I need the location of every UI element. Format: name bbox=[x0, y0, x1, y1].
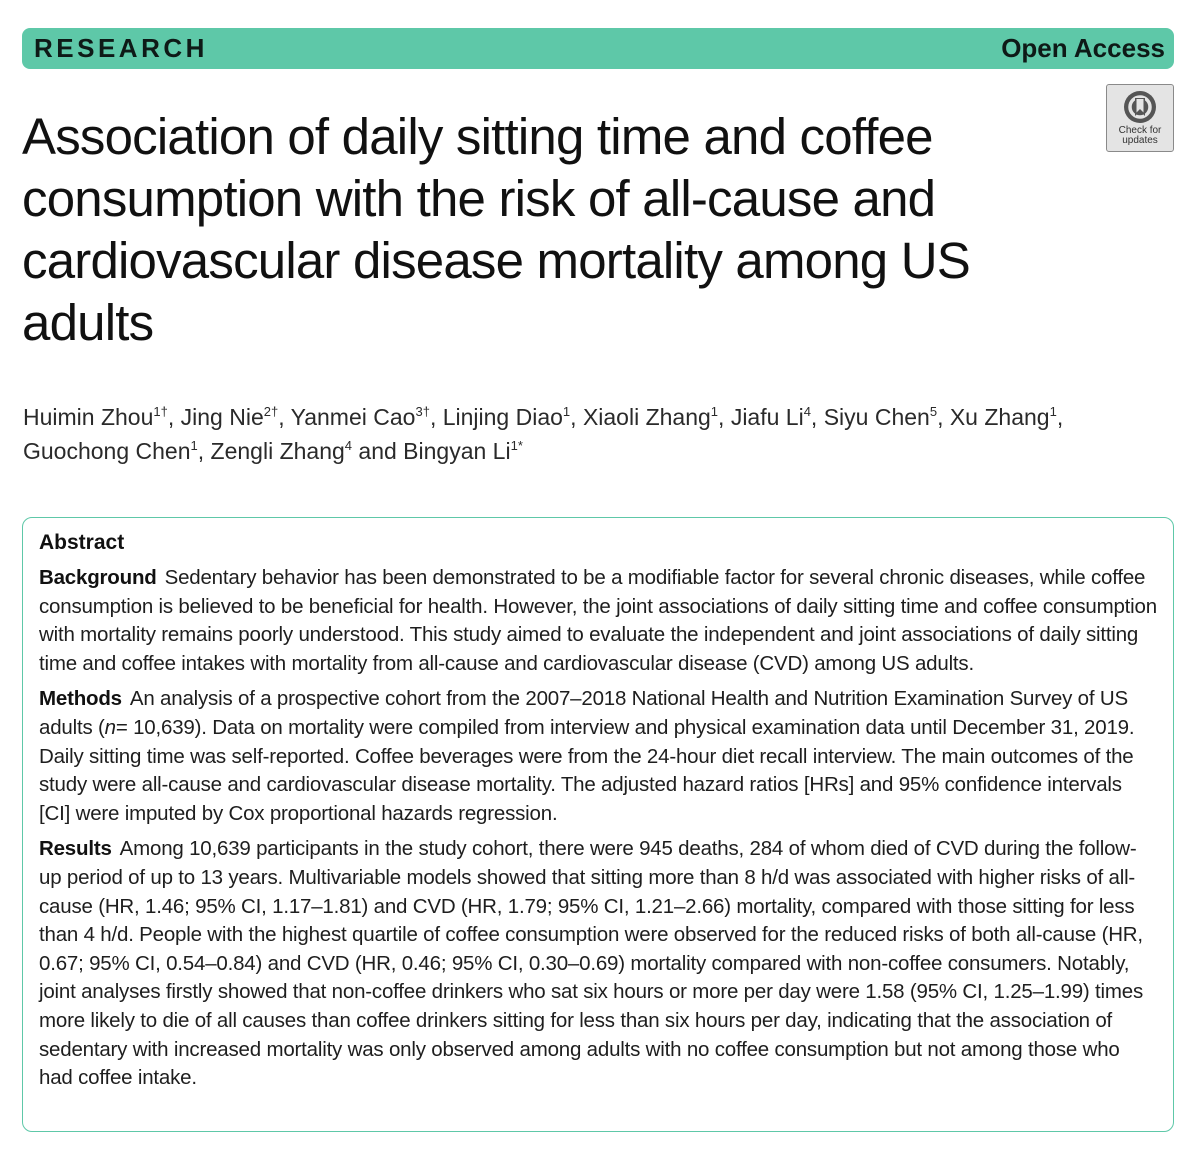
author-name[interactable]: Bingyan Li bbox=[403, 438, 511, 464]
author-separator: , bbox=[937, 404, 950, 430]
author-name[interactable]: Zengli Zhang bbox=[210, 438, 345, 464]
author-separator: , bbox=[1056, 404, 1064, 430]
methods-text-b: = 10,639). Data on mortality were compiled from interview and physical examination data until December 31, 2019. Daily sitting time was self-reported. Coffee beverages were from the 24-hour diet recall interview. The main outcomes of the study were all-cause and cardiovascular disease mortality. The adjusted hazard ratios [HRs] and 95% confidence intervals [CI] were imputed by Cox proportional hazards regression. bbox=[39, 715, 1135, 825]
author-entry bbox=[950, 404, 1063, 430]
author-name[interactable]: Siyu Chen bbox=[823, 404, 930, 430]
author-affiliation: 1 bbox=[710, 404, 719, 419]
author-name[interactable]: Jiafu Li bbox=[730, 404, 804, 430]
author-affiliation: 1† bbox=[153, 404, 168, 419]
author-entry bbox=[824, 404, 950, 430]
author-name[interactable]: Xu Zhang bbox=[949, 404, 1050, 430]
author-separator: , bbox=[718, 404, 731, 430]
author-separator: , bbox=[429, 404, 443, 430]
check-for-updates-button[interactable] bbox=[1106, 84, 1174, 152]
author-affiliation: 3† bbox=[415, 404, 430, 419]
article-title: Association of daily sitting time and coffee consumption with the risk of all-cause and cardiovascular disease mortality among US adults bbox=[22, 108, 970, 351]
author-separator: , bbox=[167, 404, 181, 430]
background-text: Sedentary behavior has been demonstrated to be a modifiable factor for several chronic diseases, while coffee consumption is believed to be beneficial for health. However, the joint associations of daily sitting time and coffee consumption with mortality remains poorly understood. This study aimed to evaluate the independent and joint associations of daily sitting time and coffee intakes with mortality from all-cause and cardiovascular disease (CVD) among US adults. bbox=[39, 566, 1157, 675]
author-affiliation: 4 bbox=[803, 404, 811, 419]
results-label: Results bbox=[39, 837, 112, 861]
author-entry bbox=[731, 404, 824, 430]
research-label: RESEARCH bbox=[34, 33, 208, 63]
abstract-results bbox=[39, 835, 1157, 1092]
abstract-background bbox=[39, 564, 1157, 678]
author-entry bbox=[583, 404, 731, 430]
check-badge-line2: updates bbox=[1122, 135, 1158, 146]
abstract-heading: Abstract bbox=[39, 531, 125, 554]
author-list bbox=[23, 400, 1123, 468]
open-access-label[interactable]: Open Access bbox=[1001, 33, 1165, 63]
author-name[interactable]: Jing Nie bbox=[180, 404, 264, 430]
author-affiliation: 4 bbox=[344, 438, 353, 453]
author-separator: , bbox=[278, 404, 291, 430]
methods-text-a: An analysis of a prospective cohort from the 2007–2018 National Health and Nutrition Examination Survey of US adults ( bbox=[39, 687, 1128, 739]
methods-label: Methods bbox=[39, 687, 122, 711]
author-affiliation: 2† bbox=[263, 404, 279, 419]
author-affiliation: 1 bbox=[1049, 404, 1057, 419]
results-text: Among 10,639 participants in the study cohort, there were 945 deaths, 284 of whom died of CVD during the follow-up period of up to 13 years. Multivariable models showed that sitting more than 8 h/d was associated with higher risks of all-cause (HR, 1.46; 95% CI, 1.17–1.81) and CVD (HR, 1.79; 95% CI, 1.21–2.66) mortality, compared with those sitting for less than 4 h/d. People with the highest quartile of coffee consumption were observed for the reduced risks of both all-cause (HR, 0.67; 95% CI, 0.54–0.84) and CVD (HR, 0.46; 95% CI, 0.30–0.69) mortality compared with non-coffee consumers. Notably, joint analyses firstly showed that non-coffee drinkers who sat six hours or more per day were 1.58 (95% CI, 1.25–1.99) times more likely to die of all causes than coffee drinkers sitting for less than six hours per day, indicating that the association of sedentary with increased mortality was only observed among adults with no coffee consumption but not among those who had coffee intake. bbox=[39, 837, 1144, 1090]
author-name[interactable]: Linjing Diao bbox=[442, 404, 563, 430]
author-affiliation: 1 bbox=[562, 404, 571, 419]
author-entry bbox=[181, 404, 291, 430]
author-separator: , bbox=[570, 404, 583, 430]
author-affiliation: 1 bbox=[190, 438, 198, 453]
author-entry bbox=[291, 404, 443, 430]
author-separator: and bbox=[352, 438, 404, 464]
journal-banner bbox=[22, 28, 1174, 69]
author-name[interactable]: Guochong Chen bbox=[23, 438, 191, 464]
author-entry bbox=[443, 404, 583, 430]
methods-n: n bbox=[104, 715, 116, 739]
abstract-box bbox=[22, 517, 1174, 1132]
author-entry bbox=[211, 438, 404, 464]
author-name[interactable]: Yanmei Cao bbox=[290, 404, 416, 430]
author-entry bbox=[23, 438, 211, 464]
author-name[interactable]: Xiaoli Zhang bbox=[582, 404, 711, 430]
check-badge-line1: Check for bbox=[1118, 125, 1162, 136]
author-entry bbox=[23, 404, 181, 430]
background-label: Background bbox=[39, 566, 157, 589]
author-affiliation: 5 bbox=[929, 404, 938, 419]
bookmark-refresh-icon bbox=[1123, 90, 1157, 124]
author-separator: , bbox=[810, 404, 824, 430]
author-entry bbox=[403, 438, 523, 464]
author-affiliation: 1* bbox=[510, 438, 523, 453]
author-name[interactable]: Huimin Zhou bbox=[23, 404, 154, 430]
abstract-methods bbox=[39, 685, 1157, 828]
author-separator: , bbox=[197, 438, 211, 464]
